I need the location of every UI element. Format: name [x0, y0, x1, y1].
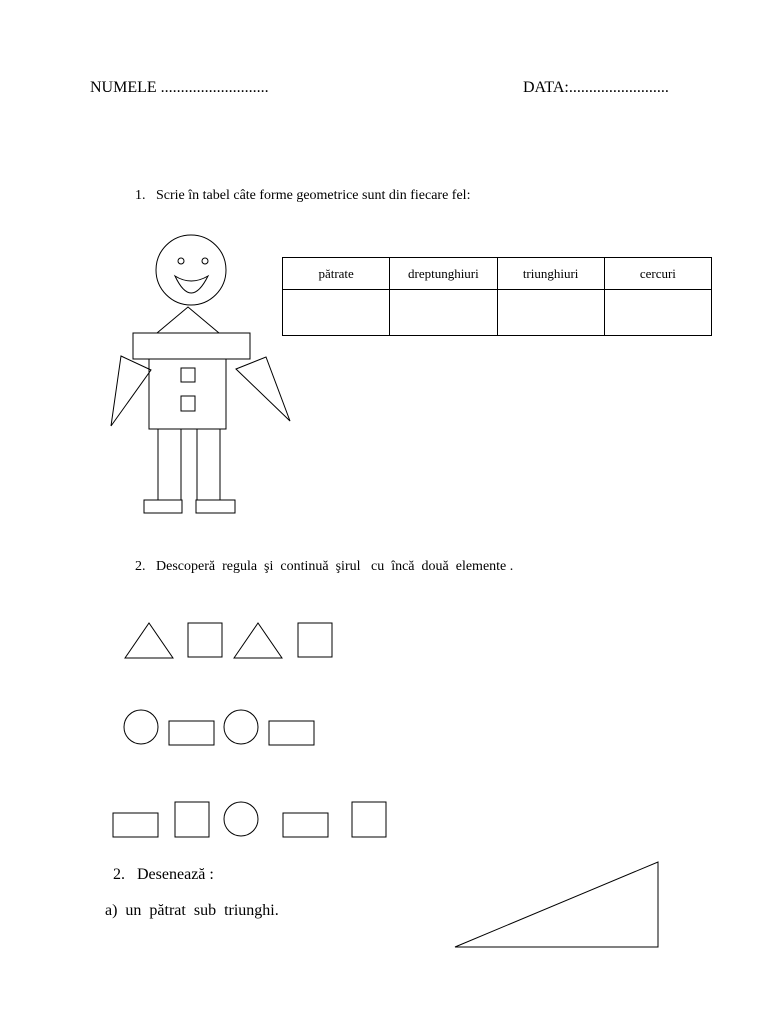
pattern-rectangle — [113, 813, 158, 837]
pattern-square — [298, 623, 332, 657]
robot-shoulders-rectangle — [133, 333, 250, 359]
robot-button-square-1 — [181, 368, 195, 382]
name-field-label: NUMELE ........................... — [90, 79, 269, 96]
pattern-square — [175, 802, 209, 837]
drawing-reference-triangle — [455, 862, 658, 947]
robot-button-square-2 — [181, 396, 195, 411]
pattern-triangle — [125, 623, 173, 658]
robot-left-foot-rectangle — [144, 500, 182, 513]
exercise-3-title: 2. Desenează : — [113, 866, 214, 883]
header-rectangles: dreptunghiuri — [390, 258, 497, 290]
pattern-triangle — [234, 623, 282, 658]
robot-left-arm-triangle — [111, 356, 151, 426]
pattern-rectangle — [283, 813, 328, 837]
exercise-2-instruction: 2. Descoperă regula şi continuă şirul cu încă două elemente . — [135, 559, 514, 574]
robot-right-eye-circle — [202, 258, 208, 264]
robot-head-circle — [156, 235, 226, 305]
robot-right-leg-rectangle — [197, 429, 220, 500]
header-triangles: triunghiuri — [497, 258, 604, 290]
pattern-square — [352, 802, 386, 837]
header-squares: pătrate — [283, 258, 390, 290]
robot-body-rectangle — [149, 359, 226, 429]
pattern-square — [188, 623, 222, 657]
robot-right-foot-rectangle — [196, 500, 235, 513]
header-circles: cercuri — [604, 258, 711, 290]
robot-right-arm-triangle — [236, 357, 290, 421]
exercise-3-item-a: a) un pătrat sub triunghi. — [105, 902, 279, 919]
pattern-circle — [224, 802, 258, 836]
exercise-1-instruction: 1. Scrie în tabel câte forme geometrice sunt din fiecare fel: — [135, 188, 471, 203]
pattern-rectangle — [169, 721, 214, 745]
robot-neck-triangle — [157, 307, 219, 333]
robot-smile — [175, 276, 208, 293]
pattern-rectangle — [269, 721, 314, 745]
pattern-row-1 — [125, 623, 332, 658]
pattern-circle — [124, 710, 158, 744]
robot-left-leg-rectangle — [158, 429, 181, 500]
shape-robot-figure — [111, 235, 290, 513]
robot-left-eye-circle — [178, 258, 184, 264]
pattern-circle — [224, 710, 258, 744]
pattern-row-3 — [113, 802, 386, 837]
pattern-row-2 — [124, 710, 314, 745]
date-field-label: DATA:......................... — [523, 79, 669, 96]
